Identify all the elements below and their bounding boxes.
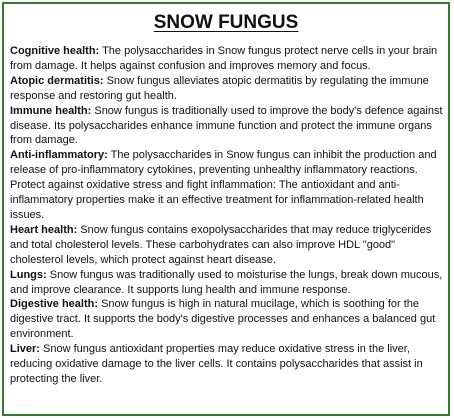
entry-lungs [10,268,444,298]
entry-text: Snow fungus was traditionally used to moisturise the lungs, break down mucous, and improve clearance. It supports lung health and immune response. [10,268,443,296]
entry-text: Snow fungus is high in natural mucilage, which is soothing for the digestive tract. It supports the body's digestive processes and enhances a balanced gut environment. [10,298,436,341]
entry-text: Snow fungus antioxidant properties may reduce oxidative stress in the liver, reducing oxidative damage to the liver cells. It contains polysaccharides that assist in protecting the liver. [10,343,423,385]
entry-text: The polysaccharides in Snow fungus protect nerve cells in your brain from damage. It helps against confusion and improves memory and focus. [10,45,438,72]
entry-text: Snow fungus is traditionally used to improve the body's defence against disease. Its polysaccharides enhance immune function and protect the immune organs from damage. [10,104,443,147]
entry-heart-health [10,223,444,268]
page-title: SNOW FUNGUS [153,12,299,33]
entry-term: Heart health: [10,223,78,236]
info-card [2,2,450,416]
entry-text: Snow fungus alleviates atopic dermatitis by regulating the immune response and restoring gut health. [10,74,429,102]
entry-cognitive-health [10,44,444,74]
entry-digestive-health [10,297,444,342]
entry-term: Atopic dermatitis: [10,74,104,87]
entry-term: Cognitive health: [10,45,100,57]
entry-term: Digestive health: [10,298,99,311]
entry-atopic-dermatitis [10,74,444,104]
entry-anti-inflammatory [10,148,444,223]
entry-text: The polysaccharides in Snow fungus can inhibit the production and release of pro-inflammatory cytokines, preventing unhealthy inflammatory reactions. Protect against oxidative stress and fight inflammation: The antioxidant and anti-inflammatory properties make it an effective treatment for inflammation-related health issues. [10,149,437,221]
entry-term: Liver: [10,343,40,356]
entry-term: Anti-inflammatory: [10,149,108,162]
entry-liver [10,342,444,387]
entry-text: Snow fungus contains exopolysaccharides that may reduce triglycerides and total cholesterol levels. These carbohydrates can also improve HDL "good" cholesterol levels, which protect against heart disease. [10,223,432,266]
entry-term: Lungs: [10,268,47,281]
entry-immune-health [10,104,444,149]
benefits-list [4,44,448,387]
entry-term: Immune health: [10,104,92,117]
